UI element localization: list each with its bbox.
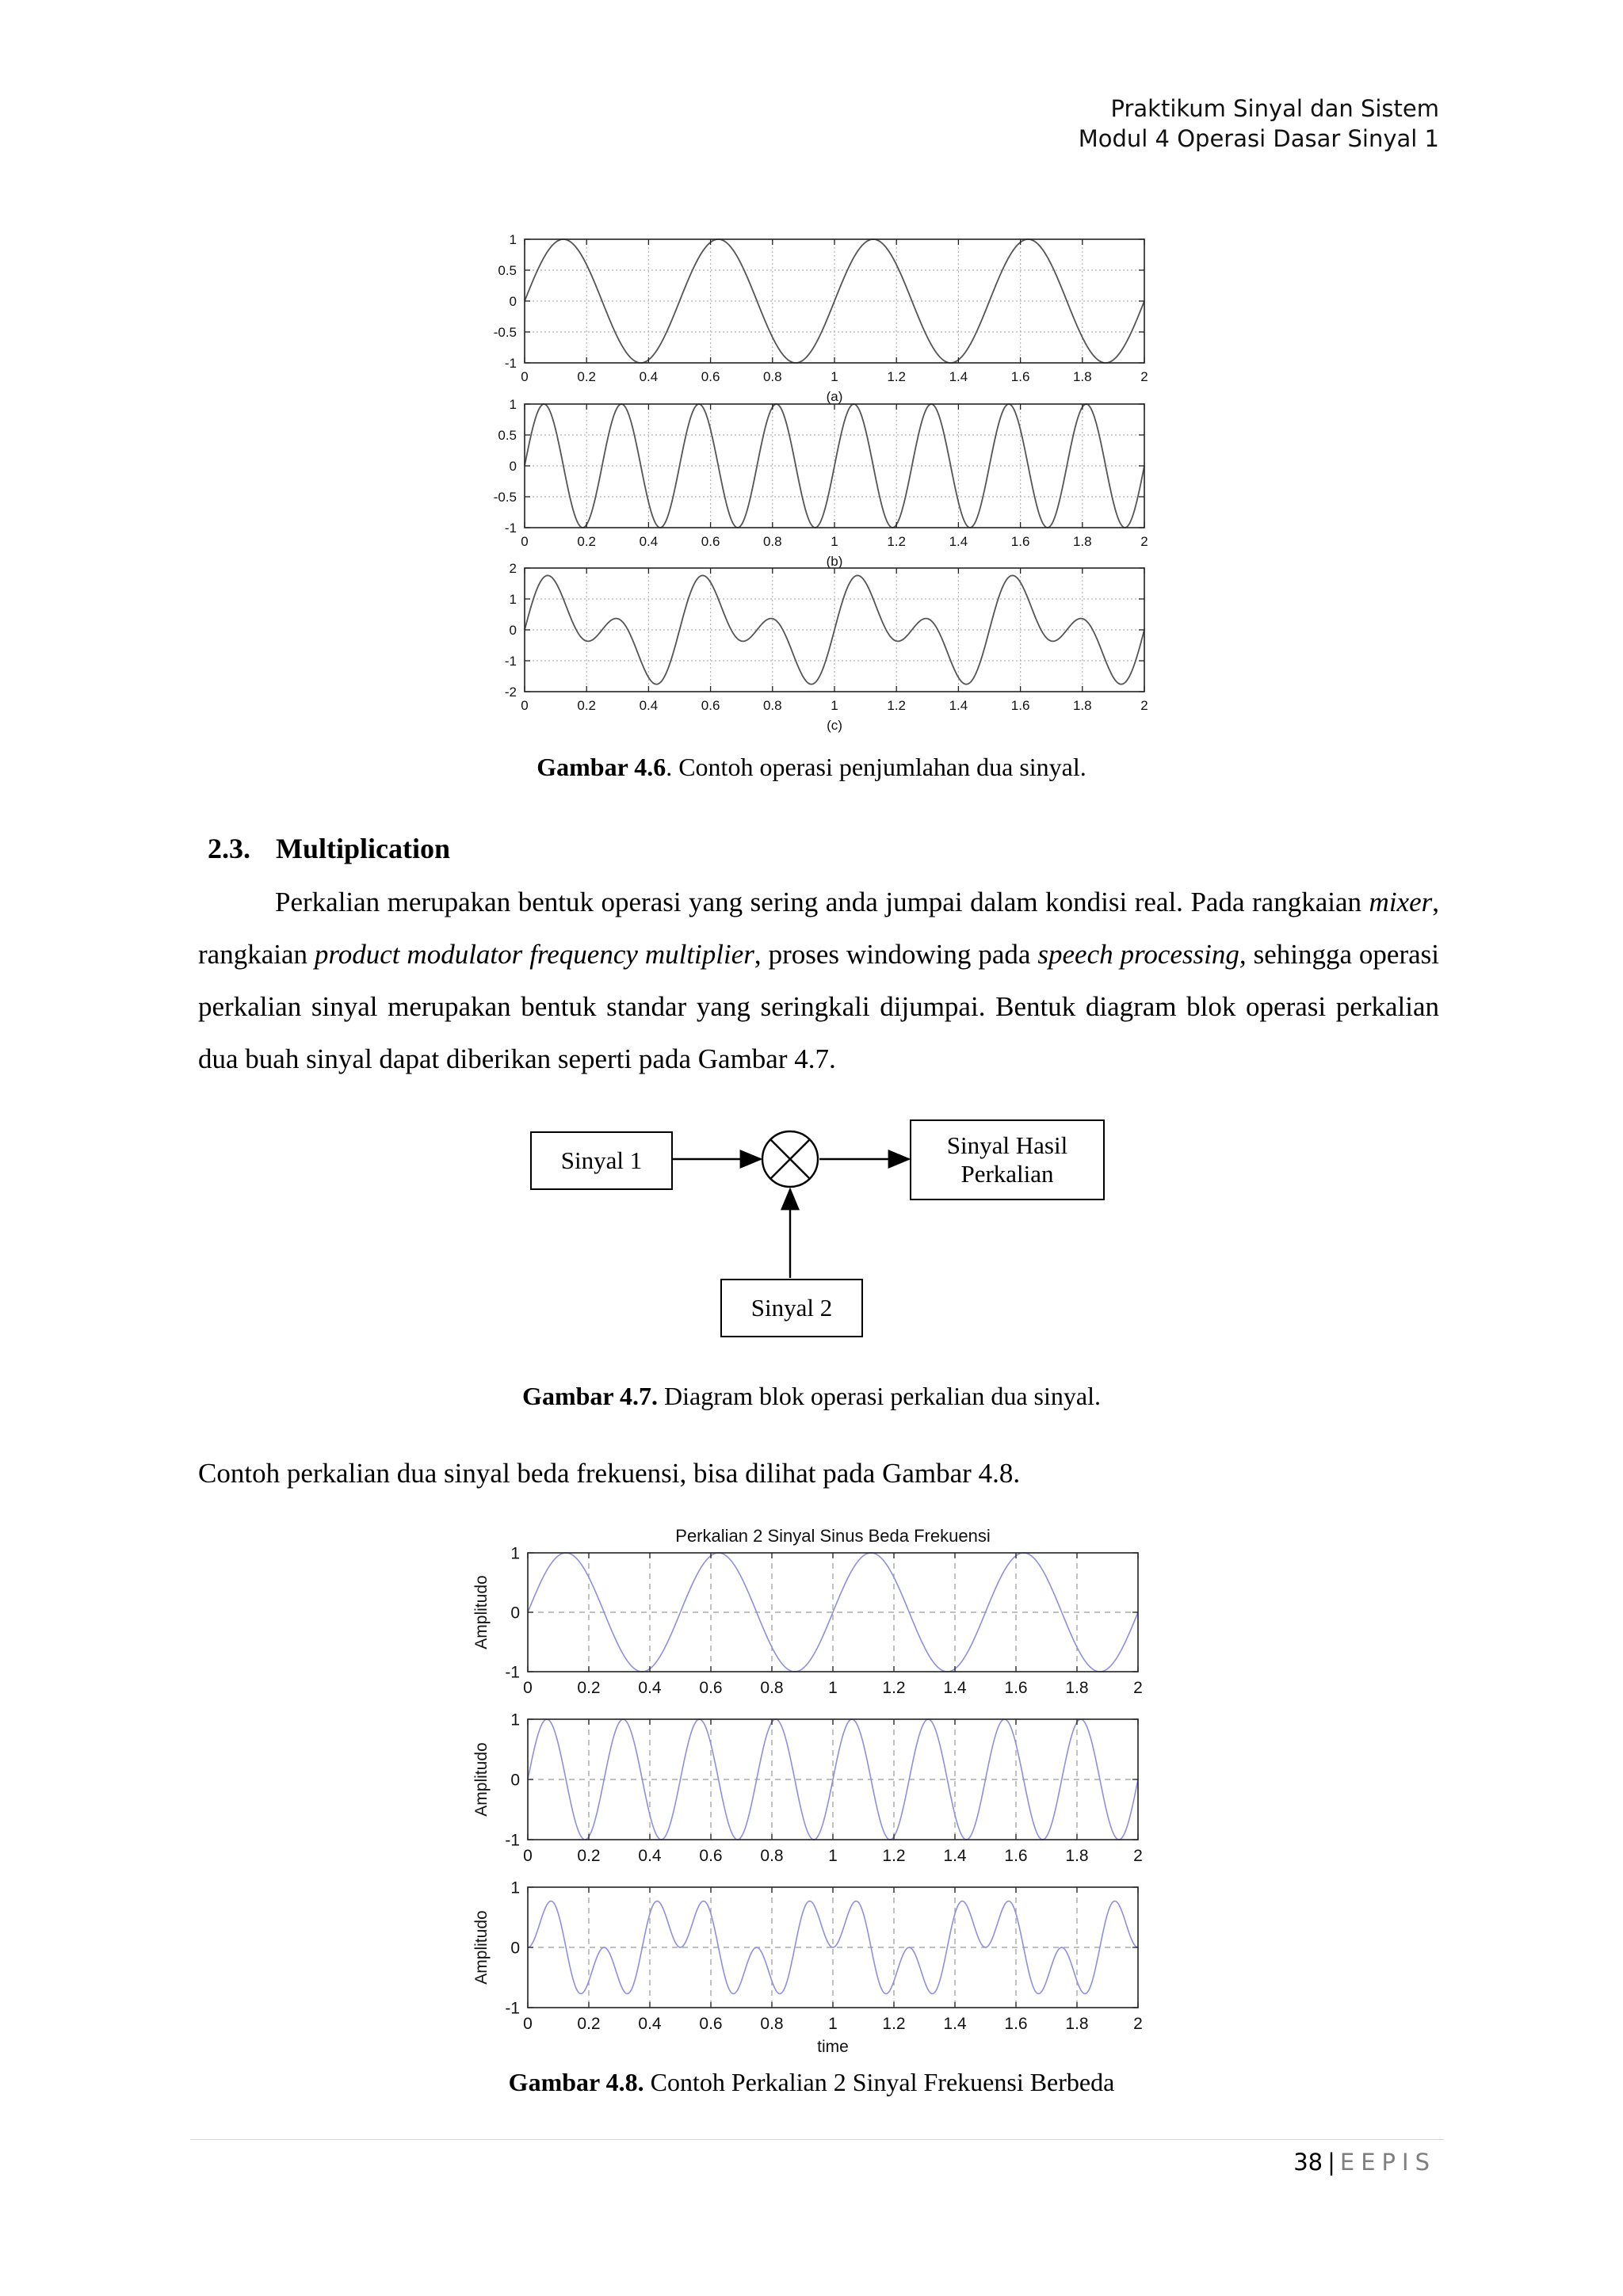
x-tick-label: 0 [523,1847,533,1865]
series-line [528,1719,1138,1840]
paragraph-italic-speech-processing: speech processing, [1037,939,1247,970]
y-tick-label: -0.5 [493,489,517,505]
block-sinyal-hasil [910,1119,1105,1200]
page-footer [1293,2149,1436,2176]
section-title: Multiplication [276,833,451,864]
x-tick-label: 1.2 [887,534,907,549]
y-tick-label: -1 [504,653,517,669]
x-tick-label: 1.6 [1004,1847,1028,1865]
x-tick-label: 0.8 [760,1679,784,1697]
series-line [528,1553,1138,1672]
y-tick-label: -1 [504,355,517,371]
series-line [525,239,1144,363]
x-tick-label: 0.4 [638,1847,662,1865]
x-tick-label: 1 [828,2015,838,2033]
x-tick-label: 0.8 [762,369,782,384]
x-tick-label: 0.6 [699,2015,723,2033]
figure-4-8-caption-text: Contoh Perkalian 2 Sinyal Frekuensi Berbeda [643,2068,1115,2096]
x-tick-label: 1 [828,1847,838,1865]
page-number: 38 [1293,2149,1323,2176]
x-tick-label: 0.8 [760,2015,784,2033]
x-tick-label: 0.2 [577,534,597,549]
x-tick-label: 1.8 [1072,369,1092,384]
y-tick-label: 1 [510,1711,520,1730]
chart-subplot-6 [472,1878,1143,2056]
figure-4-6-caption-label: Gambar 4.6 [537,753,666,781]
block-sinyal-hasil-line-2: Perkalian [960,1160,1054,1188]
y-tick-label: 0 [510,1771,520,1790]
x-tick-label: 0.6 [699,1847,723,1865]
figure-4-6-caption-text: . Contoh operasi penjumlahan dua sinyal. [666,753,1086,781]
y-tick-label: 0 [509,622,517,638]
y-tick-label: -1 [504,520,517,536]
x-tick-label: 1.8 [1065,2015,1089,2033]
x-tick-label: 0.8 [762,698,782,713]
x-tick-label: 0.2 [577,369,597,384]
y-tick-label: 0.5 [498,427,517,443]
x-tick-label: 0.6 [701,534,720,549]
x-tick-label: 0.2 [577,698,597,713]
y-tick-label: 0.5 [498,262,517,278]
y-tick-label: 1 [510,1544,520,1563]
x-axis-label: (b) [826,554,843,569]
axes-frame [528,1719,1138,1840]
y-tick-label: -1 [505,1831,520,1850]
y-tick-label: -1 [505,1663,520,1682]
block-sinyal-2-label: Sinyal 2 [750,1294,833,1322]
x-tick-label: 0.6 [701,698,720,713]
figure-4-8-intro: Contoh perkalian dua sinyal beda frekuensi, bisa dilihat pada Gambar 4.8. [198,1458,1021,1489]
section-number: 2.3. [208,833,250,864]
x-tick-label: 1.8 [1072,534,1092,549]
x-tick-label: 2 [1133,2015,1143,2033]
x-tick-label: 0.4 [639,534,659,549]
x-tick-label: 0.4 [638,2015,662,2033]
y-axis-label: Amplitudo [472,1575,491,1650]
chart-subplot-3 [505,561,1148,733]
figure-4-6-caption [0,753,1623,782]
section-heading [208,832,451,865]
footer-separator: | [1327,2149,1335,2176]
x-tick-label: 1.8 [1065,1847,1089,1865]
x-tick-label: 1 [831,698,838,713]
paragraph-text-3: , proses windowing pada [754,939,1038,970]
paragraph-text-4: sehingga operasi perkalian sinyal merupakan bentuk standar yang seringkali dijumpai. Bentuk diagram blok operasi perkalian dua buah sinyal dapat diberikan seperti pada Gambar 4.7. [198,939,1439,1074]
y-tick-label: -2 [504,684,517,700]
chart-subplot-1 [494,232,1148,404]
x-tick-label: 2 [1140,698,1148,713]
x-tick-label: 0.2 [577,1847,601,1865]
x-tick-label: 1.6 [1010,534,1030,549]
x-tick-label: 1.4 [943,1679,967,1697]
x-tick-label: 0 [521,369,529,384]
x-tick-label: 0.2 [577,1679,601,1697]
figure-4-7-caption-text: Diagram blok operasi perkalian dua sinyal. [658,1382,1101,1410]
paragraph-italic-mixer: mixer [1369,887,1433,917]
axes-frame [528,1887,1138,2008]
chart-subplot-4 [472,1526,1143,1697]
x-tick-label: 0.6 [701,369,720,384]
x-tick-label: 2 [1133,1679,1143,1697]
figure-4-8-caption [0,2068,1623,2097]
x-tick-label: 1.8 [1072,698,1092,713]
x-tick-label: 0.2 [577,2015,601,2033]
x-tick-label: 0.4 [639,369,659,384]
multiplier-icon [762,1131,818,1187]
x-tick-label: 0.8 [762,534,782,549]
paragraph-text-2: , rangkaian [198,887,1439,970]
x-tick-label: 0.6 [699,1679,723,1697]
x-tick-label: 0 [523,1679,533,1697]
x-tick-label: 2 [1133,1847,1143,1865]
chart-title: Perkalian 2 Sinyal Sinus Beda Frekuensi [675,1526,991,1546]
x-tick-label: 0.4 [638,1679,662,1697]
x-tick-label: 1 [831,534,838,549]
y-tick-label: 0 [510,1939,520,1958]
x-tick-label: 1.8 [1065,1679,1089,1697]
y-tick-label: -0.5 [493,324,517,340]
x-tick-label: 1.4 [949,369,968,384]
figure-4-6 [0,0,1623,745]
x-tick-label: 2 [1140,369,1148,384]
y-axis-label: Amplitudo [472,1910,491,1985]
figure-4-7-caption-label: Gambar 4.7. [522,1382,659,1410]
series-line [525,404,1144,528]
header-line-2: Modul 4 Operasi Dasar Sinyal 1 [1078,125,1439,152]
x-tick-label: 1.2 [882,1679,906,1697]
x-axis-label: (c) [827,718,842,733]
y-tick-label: 2 [509,560,517,576]
x-tick-label: 0 [521,698,529,713]
figure-4-8-caption-label: Gambar 4.8. [508,2068,644,2096]
block-sinyal-2 [720,1279,863,1337]
body-paragraph [198,876,1439,1085]
x-tick-label: 1.2 [887,369,907,384]
paragraph-italic-product-modulator: product modulator frequency multiplier [314,939,754,970]
x-tick-label: 2 [1140,534,1148,549]
y-tick-label: 1 [509,396,517,412]
x-tick-label: 0 [523,2015,533,2033]
block-sinyal-1-label: Sinyal 1 [560,1146,643,1174]
chart-subplot-5 [472,1711,1143,1865]
x-tick-label: 0.4 [639,698,659,713]
x-tick-label: 0 [521,534,529,549]
x-tick-label: 1.6 [1004,2015,1028,2033]
block-sinyal-hasil-line-1: Sinyal Hasil [946,1131,1068,1159]
x-axis-label: (a) [826,389,843,404]
x-tick-label: 1.2 [887,698,907,713]
x-tick-label: 1.4 [949,698,968,713]
y-axis-label: Amplitudo [472,1742,491,1817]
y-tick-label: -1 [505,1999,520,2018]
y-tick-label: 0 [510,1604,520,1623]
y-tick-label: 1 [509,231,517,247]
x-tick-label: 1 [828,1679,838,1697]
footer-divider [190,2139,1444,2140]
x-tick-label: 1.4 [943,1847,967,1865]
x-axis-label: time [817,2038,849,2056]
series-line [528,1901,1138,1994]
figure-4-7-caption [0,1382,1623,1411]
x-tick-label: 1.6 [1010,698,1030,713]
y-tick-label: 0 [509,458,517,474]
x-tick-label: 1.6 [1004,1679,1028,1697]
x-tick-label: 1.6 [1010,369,1030,384]
header-line-1: Praktikum Sinyal dan Sistem [1110,95,1439,122]
x-tick-label: 1.4 [943,2015,967,2033]
x-tick-label: 1.2 [882,2015,906,2033]
y-tick-label: 0 [509,293,517,309]
footer-eepis: EEPIS [1339,2149,1436,2176]
axes-frame [528,1553,1138,1672]
x-tick-label: 1 [831,369,838,384]
x-tick-label: 0.8 [760,1847,784,1865]
y-tick-label: 1 [509,591,517,607]
block-sinyal-1 [530,1131,673,1190]
paragraph-text-1: Perkalian merupakan bentuk operasi yang sering anda jumpai dalam kondisi real. Pada rangkaian [275,887,1369,917]
x-tick-label: 1.2 [882,1847,906,1865]
y-tick-label: 1 [510,1878,520,1897]
x-tick-label: 1.4 [949,534,968,549]
chart-subplot-2 [494,397,1148,569]
